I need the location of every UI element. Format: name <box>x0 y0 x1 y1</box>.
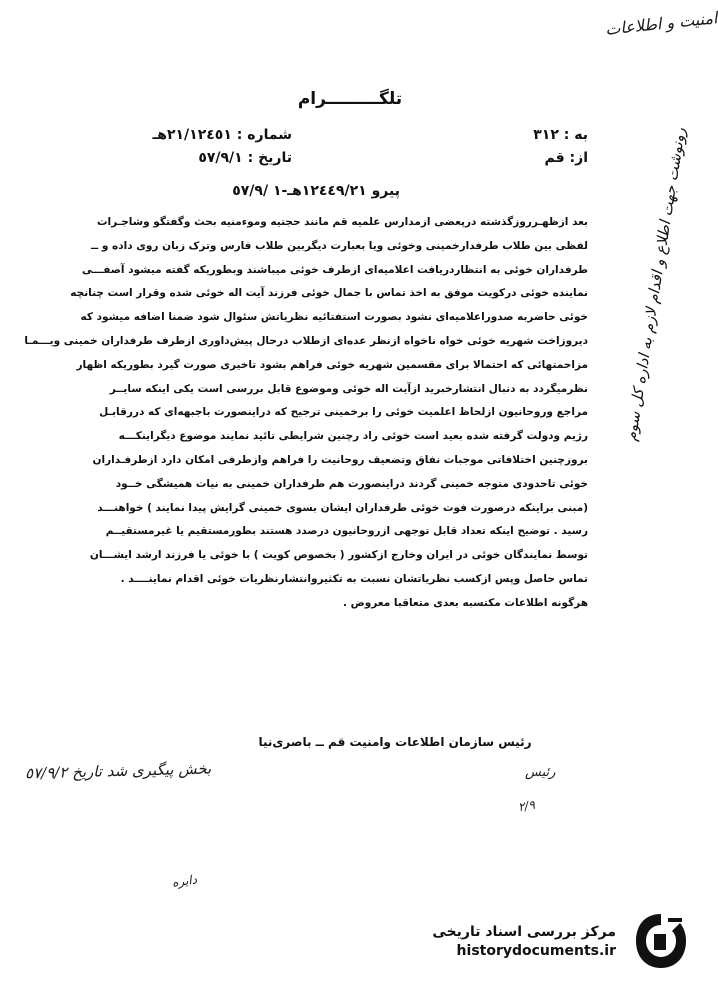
archive-logo-icon <box>632 910 690 972</box>
body-line: خوئی حاضربه صدوراعلامیه‌ای نشود بصورت استفتائیه نظریاتش سئوال شود ضمنا اضافه میشود که <box>80 311 588 324</box>
body-line: رژیم ودولت گرفته شده بعید است خوئی راد رچنین شرایطی تائید نمایند موضوع دیگراینکـــه <box>118 430 588 443</box>
to-field: به : ٣١٢ <box>533 127 588 143</box>
body-line: تماس حاصل وپس ازکسب نظریاتشان نسبت به تکثیروانتشارنظریات خوئی اقدام نماینــــد . <box>120 572 588 585</box>
reference-line: پیرو ١٢٤٤٩/٢١هـ-١ /٥٧/٩ <box>232 183 400 199</box>
handwritten-office-note: دایره <box>171 872 198 890</box>
archive-name: مرکز بررسی اسناد تاریخی <box>432 924 616 940</box>
body-line: دیروزاخت شهریه خوئی خواه ناخواه ازنظر عده‌ای ازطلاب درحال پیش‌داوری ازطرف طرفداران خمینی ویـــمـا <box>24 334 588 347</box>
body-line: بعد ازظهـرروزگذشته درپعضی ازمدارس علمیه قم مانند حجتیه وموءمنیه بحث وگفتگو وشاجـرات <box>96 216 588 228</box>
body-line: مزاحمتهائی که احتمالا برای مقسمین شهریه خوئی فراهم بشود تاخیری صورت گیرد بطوریکه اظهار <box>76 358 588 371</box>
body-line: هرگونه اطلاعات مکتسبه بعدی متعاقبا معروض . <box>342 596 588 609</box>
date-field: تاريخ : ٥٧/٩/١ <box>198 150 292 166</box>
body-line: لفظی بین طلاب طرفدارخمینی وخوئی ویا بعبارت دیگربین طلاب فارس وترک زبان روی داده و ــ <box>91 239 588 252</box>
body-line: طرفداران خوئی به انتظاردریافت اعلامیه‌ای ازطرف خوئی میباشند وبطوریکه گفته میشود آصفـــی <box>81 263 588 276</box>
handwritten-initial: رئیس <box>525 765 556 780</box>
body-line: بروزچنین اختلافاتی موجبات نفاق وتضعیف روحانیت را فراهم وازطرفی امکان دارد ازطرفـداران <box>92 453 588 466</box>
handwritten-date: ٢/٩ <box>516 797 537 815</box>
body-line: (مبنی براینکه درصورت فوت خوئی طرفداران ایشان بسوی خمینی گرایش پیدا نمایند ) خواهنـــد <box>97 501 588 514</box>
number-field: شماره : ٢١/١٢٤٥١هـ <box>152 127 292 143</box>
archive-url[interactable]: historydocuments.ir <box>456 943 616 959</box>
archive-watermark <box>432 924 616 959</box>
signatory-line: رئیس سازمان اطلاعات وامنیت قم ــ باصری‌نیا <box>258 735 532 749</box>
from-field: از: قم <box>544 150 588 166</box>
margin-handwritten-note: رونوشت جهت اطلاع و اقدام لازم به اداره کل سوم <box>621 126 690 443</box>
body-line: مراجع وروحانیون ازلحاظ اعلمیت خوئی را برخمینی ترجیح که دراینصورت باجبهه‌ای که دررقابـل <box>99 406 588 419</box>
body-line: رسید . توضیح اینکه تعداد قابل توجهی ازروحانیون درصدد هستند بطورمستقیم یا غیرمستقیــم <box>105 525 588 538</box>
body-line: نظرمیگردد به دنبال انتشارخبرید ازآیت اله خوئی وموضوع قابل بررسی است یکی اینکه سایــر <box>109 382 588 395</box>
body-line: خوئی تاحدودی متوجه خمینی گردند دراینصورت هم طرفداران خمینی به نیات همیشگی خــود <box>115 477 588 490</box>
body-text <box>24 211 588 616</box>
handwritten-followup-note: بخش پیگیری شد تاریخ ٥٧/٩/٢ <box>24 759 212 783</box>
body-line: توسط نمایندگان خوئی در ایران وخارج ازکشور ( بخصوص کویت ) با خوئی یا فرزند ارشد ایشـــان <box>89 549 588 562</box>
body-line: نماینده خوئی درکویت موفق به اخذ تماس با جمال خوئی فرزند آیت اله خوئی شده وقرار است چنانچه <box>70 287 588 300</box>
document-title: تلگـــــــــرام <box>297 89 403 109</box>
corner-handwritten-note: امنیت و اطلاعات <box>604 8 718 39</box>
